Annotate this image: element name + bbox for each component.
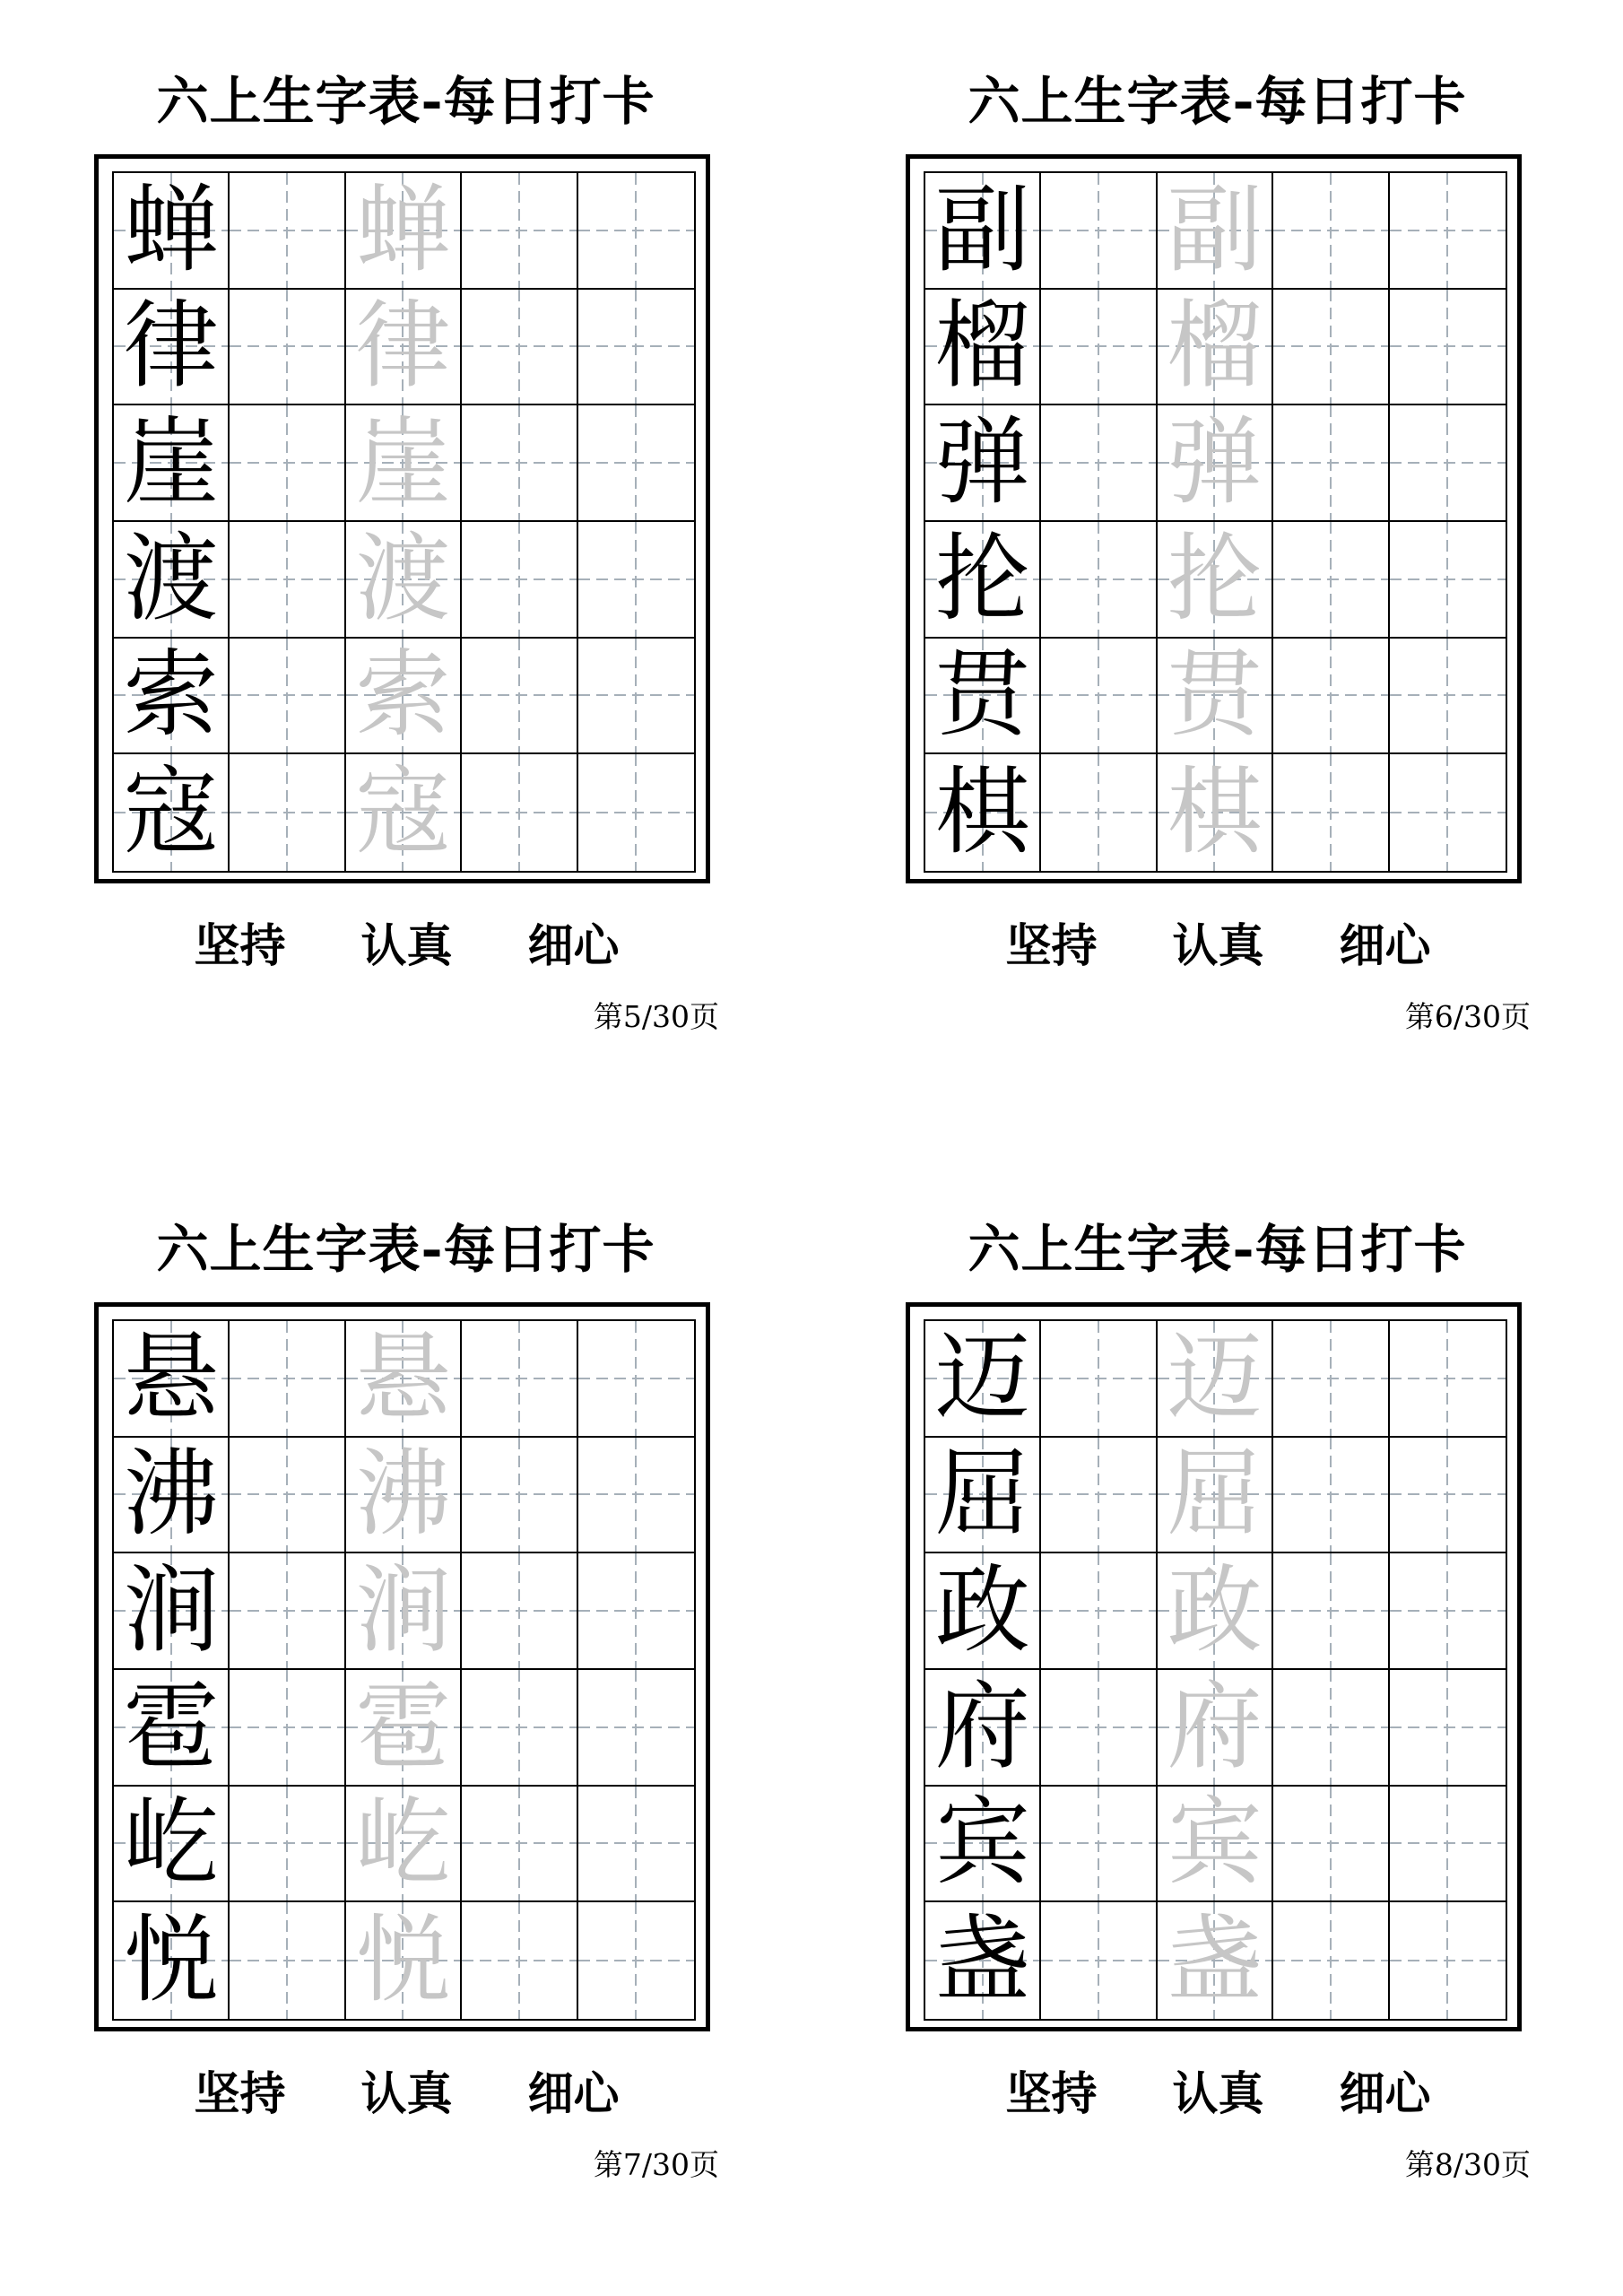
practice-cell	[925, 522, 1041, 639]
practice-grid-frame	[906, 154, 1522, 883]
practice-cell	[230, 1787, 345, 1903]
practice-cell	[346, 1321, 462, 1438]
practice-cell	[1273, 754, 1389, 871]
practice-cell	[346, 290, 462, 406]
practice-cell	[346, 754, 462, 871]
trace-character: 副	[1167, 174, 1263, 285]
practice-cell	[346, 1670, 462, 1787]
trace-character: 弹	[1167, 407, 1263, 518]
footer-motto-word: 认真	[1172, 2067, 1264, 2121]
practice-cell	[230, 1902, 345, 2019]
footer-motto	[906, 919, 1531, 973]
practice-cell	[1390, 1438, 1506, 1554]
practice-cell	[346, 1438, 462, 1554]
practice-grid	[112, 171, 696, 873]
practice-grid	[924, 171, 1507, 873]
practice-cell	[462, 405, 577, 522]
practice-cell	[230, 1321, 345, 1438]
practice-cell	[346, 1553, 462, 1670]
footer-motto-word: 认真	[360, 2067, 453, 2121]
practice-cell	[1041, 1787, 1157, 1903]
model-character: 悬	[123, 1322, 219, 1433]
practice-cell	[1390, 405, 1506, 522]
trace-character: 沸	[355, 1439, 451, 1550]
practice-cell	[1273, 173, 1389, 290]
model-character: 府	[934, 1671, 1030, 1782]
practice-grid-frame	[94, 1302, 710, 2031]
page-number-label: 第7/30页	[593, 2147, 719, 2182]
practice-cell	[1390, 1670, 1506, 1787]
practice-cell	[1158, 754, 1273, 871]
practice-cell	[1158, 1787, 1273, 1903]
practice-cell	[578, 754, 694, 871]
trace-character: 迈	[1167, 1322, 1263, 1433]
practice-cell	[1041, 290, 1157, 406]
practice-cell	[1041, 754, 1157, 871]
practice-cell	[925, 1787, 1041, 1903]
practice-cell	[578, 1902, 694, 2019]
footer-motto-word: 坚持	[194, 919, 286, 973]
trace-character: 索	[355, 639, 451, 751]
practice-grid	[924, 1319, 1507, 2021]
practice-cell	[1158, 1670, 1273, 1787]
model-character: 寇	[123, 757, 219, 868]
practice-cell	[346, 522, 462, 639]
practice-cell	[1390, 1787, 1506, 1903]
practice-cell	[1041, 405, 1157, 522]
page-number-label: 第5/30页	[593, 999, 719, 1034]
footer-motto-word: 坚持	[1005, 2067, 1098, 2121]
practice-cell	[578, 522, 694, 639]
practice-cell	[114, 1438, 230, 1554]
practice-cell	[1390, 1902, 1506, 2019]
practice-cell	[462, 173, 577, 290]
model-character: 抡	[934, 523, 1030, 634]
practice-cell	[462, 1787, 577, 1903]
model-character: 贯	[934, 639, 1030, 751]
footer-motto	[906, 2067, 1531, 2121]
footer-motto-word: 细心	[527, 2067, 620, 2121]
practice-cell	[462, 754, 577, 871]
practice-cell	[1041, 173, 1157, 290]
model-character: 榴	[934, 291, 1030, 402]
footer-motto	[94, 2067, 719, 2121]
trace-character: 榴	[1167, 291, 1263, 402]
practice-cell	[1390, 173, 1506, 290]
practice-cell	[1273, 639, 1389, 755]
practice-cell	[1273, 1553, 1389, 1670]
practice-cell	[1158, 1321, 1273, 1438]
practice-cell	[114, 639, 230, 755]
model-character: 弹	[934, 407, 1030, 518]
practice-cell	[925, 405, 1041, 522]
practice-cell	[1390, 639, 1506, 755]
practice-cell	[578, 639, 694, 755]
practice-cell	[230, 1553, 345, 1670]
practice-cell	[578, 173, 694, 290]
model-character: 雹	[123, 1671, 219, 1782]
model-character: 律	[123, 291, 219, 402]
practice-cell	[1158, 290, 1273, 406]
practice-cell	[114, 290, 230, 406]
practice-cell	[1390, 1321, 1506, 1438]
practice-cell	[1390, 290, 1506, 406]
trace-character: 盏	[1167, 1905, 1263, 2016]
trace-character: 寇	[355, 757, 451, 868]
practice-cell	[925, 1670, 1041, 1787]
practice-cell	[346, 1787, 462, 1903]
model-character: 屈	[934, 1439, 1030, 1550]
page-number-label: 第8/30页	[1404, 2147, 1531, 2182]
model-character: 迈	[934, 1322, 1030, 1433]
model-character: 悦	[123, 1905, 219, 2016]
practice-cell	[1273, 405, 1389, 522]
trace-character: 贯	[1167, 639, 1263, 751]
practice-cell	[462, 290, 577, 406]
practice-cell	[1390, 754, 1506, 871]
practice-cell	[462, 1438, 577, 1554]
practice-cell	[230, 173, 345, 290]
practice-cell	[114, 173, 230, 290]
practice-cell	[230, 290, 345, 406]
practice-cell	[578, 405, 694, 522]
practice-cell	[1041, 1438, 1157, 1554]
model-character: 蝉	[123, 174, 219, 285]
practice-cell	[1158, 639, 1273, 755]
practice-grid	[112, 1319, 696, 2021]
page-title: 六上生字表-每日打卡	[968, 1219, 1467, 1280]
practice-cell	[1158, 522, 1273, 639]
practice-cell	[1273, 1902, 1389, 2019]
footer-motto-word: 细心	[527, 919, 620, 973]
practice-cell	[1158, 1553, 1273, 1670]
trace-character: 抡	[1167, 523, 1263, 634]
practice-cell	[1273, 1670, 1389, 1787]
trace-character: 屈	[1167, 1439, 1263, 1550]
practice-cell	[578, 1553, 694, 1670]
practice-cell	[114, 1902, 230, 2019]
practice-cell	[1041, 1670, 1157, 1787]
trace-character: 宾	[1167, 1787, 1263, 1899]
page-title: 六上生字表-每日打卡	[156, 1219, 655, 1280]
footer-motto-word: 认真	[360, 919, 453, 973]
trace-character: 崖	[355, 407, 451, 518]
practice-cell	[462, 1902, 577, 2019]
trace-character: 政	[1167, 1555, 1263, 1666]
practice-cell	[346, 173, 462, 290]
trace-character: 府	[1167, 1671, 1263, 1782]
practice-cell	[1158, 173, 1273, 290]
practice-cell	[925, 1438, 1041, 1554]
practice-cell	[462, 1553, 577, 1670]
trace-character: 蝉	[355, 174, 451, 285]
practice-cell	[578, 290, 694, 406]
practice-cell	[114, 405, 230, 522]
practice-cell	[1158, 405, 1273, 522]
practice-cell	[114, 1321, 230, 1438]
practice-cell	[578, 1787, 694, 1903]
practice-cell	[925, 1902, 1041, 2019]
worksheet-page-8	[812, 1148, 1623, 2296]
trace-character: 渡	[355, 523, 451, 634]
trace-character: 雹	[355, 1671, 451, 1782]
practice-cell	[230, 1438, 345, 1554]
trace-character: 悦	[355, 1905, 451, 2016]
trace-character: 律	[355, 291, 451, 402]
practice-cell	[925, 173, 1041, 290]
practice-cell	[114, 522, 230, 639]
model-character: 崖	[123, 407, 219, 518]
practice-grid-frame	[906, 1302, 1522, 2031]
footer-motto-word: 坚持	[1005, 919, 1098, 973]
practice-cell	[578, 1321, 694, 1438]
page-title: 六上生字表-每日打卡	[156, 71, 655, 132]
footer-motto-word: 细心	[1339, 919, 1431, 973]
practice-cell	[346, 1902, 462, 2019]
practice-cell	[925, 639, 1041, 755]
practice-cell	[346, 639, 462, 755]
worksheet-page-7	[0, 1148, 812, 2296]
practice-cell	[578, 1670, 694, 1787]
practice-cell	[230, 522, 345, 639]
model-character: 屹	[123, 1787, 219, 1899]
model-character: 政	[934, 1555, 1030, 1666]
practice-cell	[1273, 522, 1389, 639]
practice-cell	[1158, 1902, 1273, 2019]
practice-cell	[230, 754, 345, 871]
practice-cell	[1273, 1321, 1389, 1438]
model-character: 涧	[123, 1555, 219, 1666]
model-character: 盏	[934, 1905, 1030, 2016]
trace-character: 棋	[1167, 757, 1263, 868]
practice-cell	[925, 1553, 1041, 1670]
worksheet-page-6	[812, 0, 1623, 1148]
practice-cell	[230, 1670, 345, 1787]
trace-character: 涧	[355, 1555, 451, 1666]
practice-cell	[114, 1787, 230, 1903]
practice-cell	[462, 639, 577, 755]
practice-grid-frame	[94, 154, 710, 883]
model-character: 副	[934, 174, 1030, 285]
practice-cell	[1041, 1553, 1157, 1670]
page-title: 六上生字表-每日打卡	[968, 71, 1467, 132]
practice-cell	[462, 522, 577, 639]
practice-cell	[462, 1321, 577, 1438]
model-character: 宾	[934, 1787, 1030, 1899]
practice-cell	[925, 1321, 1041, 1438]
footer-motto-word: 细心	[1339, 2067, 1431, 2121]
practice-cell	[1041, 522, 1157, 639]
practice-cell	[925, 754, 1041, 871]
model-character: 渡	[123, 523, 219, 634]
practice-cell	[462, 1670, 577, 1787]
practice-cell	[1390, 522, 1506, 639]
model-character: 棋	[934, 757, 1030, 868]
worksheet-page-5	[0, 0, 812, 1148]
practice-cell	[1041, 1321, 1157, 1438]
model-character: 索	[123, 639, 219, 751]
practice-cell	[1273, 290, 1389, 406]
practice-cell	[1273, 1787, 1389, 1903]
footer-motto-word: 认真	[1172, 919, 1264, 973]
practice-cell	[346, 405, 462, 522]
footer-motto	[94, 919, 719, 973]
practice-cell	[114, 1670, 230, 1787]
footer-motto-word: 坚持	[194, 2067, 286, 2121]
practice-cell	[1273, 1438, 1389, 1554]
trace-character: 屹	[355, 1787, 451, 1899]
practice-cell	[1158, 1438, 1273, 1554]
practice-cell	[1390, 1553, 1506, 1670]
practice-cell	[1041, 639, 1157, 755]
page-number-label: 第6/30页	[1404, 999, 1531, 1034]
trace-character: 悬	[355, 1322, 451, 1433]
practice-cell	[114, 754, 230, 871]
practice-cell	[578, 1438, 694, 1554]
practice-cell	[1041, 1902, 1157, 2019]
practice-cell	[230, 639, 345, 755]
practice-cell	[925, 290, 1041, 406]
practice-cell	[230, 405, 345, 522]
practice-cell	[114, 1553, 230, 1670]
model-character: 沸	[123, 1439, 219, 1550]
